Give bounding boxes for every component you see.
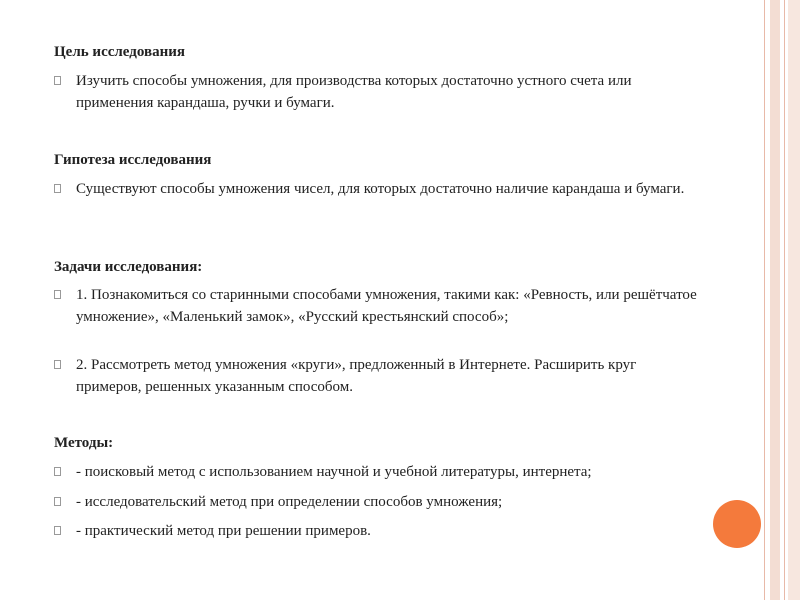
list-item-text: Существуют способы умножения чисел, для которых достаточно наличие карандаша и бумаги. [76,181,685,197]
bullet-icon [54,360,61,369]
list-item-text: 1. Познакомиться со старинными способами умножения, такими как: «Ревность, или решётчатое умножение», «Маленький замок», «Русский крестьянский способ»; [76,287,697,325]
section-heading-hypothesis: Гипотеза исследования [54,152,212,168]
bullet-icon [54,290,61,299]
decorative-stripe [764,0,765,600]
list-item-text: 2. Рассмотреть метод умножения «круги», предложенный в Интернете. Расширить круг примеров, решенных указанным способом. [76,357,637,395]
section-heading-tasks: Задачи исследования: [54,259,203,275]
decorative-stripe [770,0,780,600]
section-heading-goal: Цель исследования [54,44,185,60]
bullet-icon [54,526,61,535]
decorative-circle [713,500,761,548]
bullet-icon [54,467,61,476]
decorative-stripe [784,0,785,600]
decorative-stripe [788,0,800,600]
bullet-icon [54,184,61,193]
list-item-text: - поисковый метод с использованием научной и учебной литературы, интернета; [76,464,592,480]
list-item-text: - исследовательский метод при определении способов умножения; [76,494,503,510]
bullet-icon [54,497,61,506]
list-item-text: Изучить способы умножения, для производства которых достаточно устного счета или применения карандаша, ручки и бумаги. [76,73,632,111]
list-item-text: - практический метод при решении примеров. [76,523,371,539]
section-heading-methods: Методы: [54,435,114,451]
bullet-icon [54,76,61,85]
